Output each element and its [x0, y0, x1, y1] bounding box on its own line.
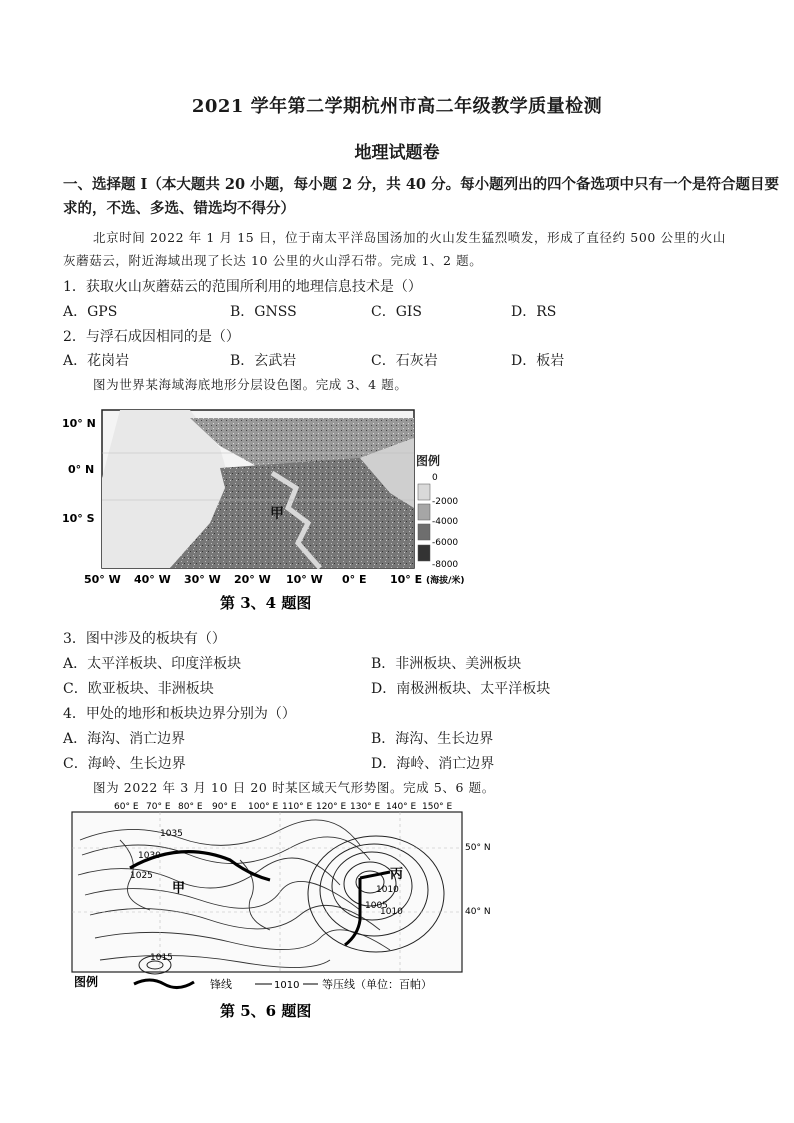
- lon-120e: 120° E: [316, 802, 347, 812]
- lon-label-20w: 20° W: [234, 573, 271, 586]
- section-heading-line1: 一、选择题 I（本大题共 20 小题，每小题 2 分，共 40 分。每小题列出的四个备选项中只有一个是符合题目要: [63, 176, 780, 193]
- lon-100e: 100° E: [248, 802, 279, 812]
- q2-option-b: B．玄武岩: [230, 353, 297, 369]
- lon-label-10w: 10° W: [286, 573, 323, 586]
- q2-option-c: C．石灰岩: [371, 353, 438, 369]
- lon-label-40w: 40° W: [134, 573, 171, 586]
- lat-label-10s: 10° S: [62, 512, 95, 525]
- lat-label-10n: 10° N: [62, 417, 96, 430]
- legend-value-8000: -8000: [432, 560, 459, 570]
- q2-stem: 2．与浮石成因相同的是（）: [63, 329, 240, 345]
- lon-label-0e: 0° E: [342, 573, 367, 586]
- isobar-1005: 1005: [365, 901, 388, 911]
- q3-option-c: C．欧亚板块、非洲板块: [63, 681, 214, 697]
- q3-option-b: B．非洲板块、美洲板块: [371, 656, 522, 672]
- q2-option-d: D．板岩: [511, 353, 565, 369]
- lat-50n: 50° N: [465, 843, 491, 853]
- q4-stem: 4．甲处的地形和板块边界分别为（）: [63, 706, 296, 722]
- q4-option-a: A．海沟、消亡边界: [63, 731, 186, 747]
- legend-value-2000: -2000: [432, 497, 459, 507]
- q4-option-d: D．海岭、消亡边界: [371, 756, 495, 772]
- q1-option-c: C．GIS: [371, 304, 423, 320]
- lon-90e: 90° E: [212, 802, 237, 812]
- legend-isobar-value: 1010: [274, 980, 300, 991]
- seafloor-map-figure: [60, 398, 480, 628]
- passage3: 图为 2022 年 3 月 10 日 20 时某区域天气形势图。完成 5、6 题。: [93, 780, 495, 795]
- isobar-1035: 1035: [160, 829, 183, 839]
- q1-option-b: B．GNSS: [230, 304, 297, 320]
- lon-150e: 150° E: [422, 802, 453, 812]
- lon-60e: 60° E: [114, 802, 139, 812]
- q3-option-d: D．南极洲板块、太平洋板块: [371, 681, 551, 697]
- weather-map: [60, 800, 500, 1025]
- lon-110e: 110° E: [282, 802, 313, 812]
- lat-label-0n: 0° N: [68, 463, 95, 476]
- passage1-line2: 灰蘑菇云，附近海域出现了长达 10 公里的火山浮石带。完成 1、2 题。: [63, 253, 483, 268]
- map2-caption: 第 5、6 题图: [220, 1002, 312, 1020]
- q3-stem: 3．图中涉及的板块有（）: [63, 631, 226, 647]
- legend-unit: (海拔/米): [426, 576, 465, 586]
- isobar-1015: 1015: [150, 953, 173, 963]
- isobar-1010-low: 1010: [376, 885, 399, 895]
- isobar-1010: 1010: [380, 907, 403, 917]
- lon-70e: 70° E: [146, 802, 171, 812]
- lon-130e: 130° E: [350, 802, 381, 812]
- q4-option-b: B．海沟、生长边界: [371, 731, 494, 747]
- legend-value-6000: -6000: [432, 538, 459, 548]
- exam-subtitle: 地理试题卷: [354, 143, 440, 163]
- passage1-line1: 北京时间 2022 年 1 月 15 日，位于南太平洋岛国汤加的火山发生猛烈喷发，形成了直径约 500 公里的火山: [93, 230, 727, 245]
- q1-option-a: A．GPS: [63, 304, 118, 320]
- isobar-1025: 1025: [130, 871, 153, 881]
- lon-label-30w: 30° W: [184, 573, 221, 586]
- exam-title: 2021 学年第二学期杭州市高二年级教学质量检测: [191, 96, 603, 117]
- lat-40n: 40° N: [465, 907, 491, 917]
- lon-80e: 80° E: [178, 802, 203, 812]
- lon-140e: 140° E: [386, 802, 417, 812]
- marker-bing: 丙: [390, 867, 404, 882]
- q3-option-a: A．太平洋板块、印度洋板块: [63, 656, 242, 672]
- marker-jia-2: 甲: [172, 881, 186, 896]
- lon-label-10e: 10° E: [390, 573, 423, 586]
- legend-front-label: 锋线: [210, 978, 232, 991]
- q2-option-a: A．花岗岩: [63, 353, 130, 369]
- weather-map-figure: [60, 800, 500, 1025]
- section-heading-line2: 求的，不选、多选、错选均不得分）: [63, 200, 295, 217]
- passage2: 图为世界某海域海底地形分层设色图。完成 3、4 题。: [93, 377, 408, 392]
- legend-isobar-label: 等压线（单位：百帕）: [322, 978, 432, 991]
- isobar-1030: 1030: [138, 851, 161, 861]
- q1-stem: 1．获取火山灰蘑菇云的范围所利用的地理信息技术是（）: [63, 279, 422, 295]
- map2-legend-title: 图例: [74, 975, 99, 989]
- q4-option-c: C．海岭、生长边界: [63, 756, 186, 772]
- map1-caption: 第 3、4 题图: [220, 594, 312, 612]
- legend-value-4000: -4000: [432, 517, 459, 527]
- legend-value-0: 0: [432, 473, 438, 483]
- seafloor-map: [60, 398, 480, 628]
- lon-label-50w: 50° W: [84, 573, 121, 586]
- marker-jia: 甲: [270, 506, 284, 522]
- q1-option-d: D．RS: [511, 304, 557, 320]
- map1-legend-title: 图例: [416, 454, 441, 468]
